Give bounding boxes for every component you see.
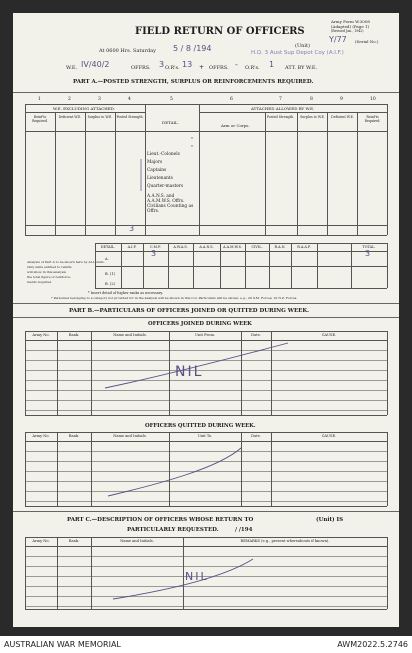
- document-page: [13, 13, 399, 627]
- serial-label: (Serial No.): [355, 39, 379, 44]
- offrs2-label: OFFRS.: [209, 65, 229, 71]
- table-column-header: Name and Initials.: [113, 434, 147, 438]
- ors-value: 13: [182, 60, 193, 69]
- analysis-column-header: R.A.A.F.: [297, 245, 311, 249]
- rank-label: Captains: [147, 168, 167, 173]
- we-label: W.E.: [66, 65, 78, 71]
- analysis-column-header: TOTAL.: [362, 245, 376, 249]
- we-value: IV/40/2: [81, 60, 110, 69]
- part-a-heading: PART A.—POSTED STRENGTH, SURPLUS OR REINFORCEMENTS REQUIRED.: [73, 79, 314, 85]
- we-excluding-header: W.E. EXCLUDING ATTACHED.: [53, 106, 116, 111]
- total-value: 3: [365, 249, 371, 258]
- column-header: Reinf'ts Required.: [364, 115, 381, 123]
- table-column-header: CAUSE.: [321, 434, 337, 438]
- att-label: ATT. BY W.E.: [285, 65, 318, 71]
- column-number: 4: [128, 97, 131, 102]
- column-header: Surplus to W.E.: [300, 115, 325, 119]
- analysis-column-header: A.A.M.W.S.: [223, 245, 242, 249]
- rank-label: A.A.N.S. and A.A.M.W.S. Offrs.: [147, 194, 185, 204]
- rank-label: Lieutenants: [147, 176, 173, 181]
- rank-label: Quarter-masters: [147, 184, 184, 189]
- column-number: 1: [38, 97, 41, 102]
- offrs-value: 3: [159, 60, 165, 69]
- analysis-column-header: A.A.N.S.: [199, 245, 214, 249]
- part-c-nil: NIL: [185, 570, 209, 583]
- footnote-2: * Personnel belonging to a category not provided for in the analysis will be shown in this Col. Particulars will be shown, e.g., 20 S.M. Forces; 10 N.Z. Forces.: [51, 296, 298, 300]
- analysis-note-line: Analysis of Part A to be shown here by ALL units.: [27, 260, 105, 264]
- column-number: 10: [370, 97, 376, 102]
- footnote-1: * Insert detail of higher ranks as necessary.: [88, 291, 163, 295]
- column-number: 7: [279, 97, 282, 102]
- unit-label: (Unit): [295, 43, 310, 49]
- table-column-header: Rank.: [68, 434, 80, 438]
- analysis-row-label: A.: [105, 257, 109, 261]
- archive-caption: [0, 636, 412, 653]
- column-header: Deficient W.E.: [331, 115, 354, 119]
- part-c-heading: PART C.—DESCRIPTION OF OFFICERS WHOSE RETURN TO: [67, 517, 254, 523]
- form-revised: (Revised Jan., 1942): [331, 29, 364, 33]
- table-column-header: Name and Initials.: [120, 539, 154, 543]
- ors2-value: 1: [269, 60, 275, 69]
- column-header: Posted Strength.: [116, 115, 144, 119]
- table-column-header: Rank.: [68, 539, 80, 543]
- asterisk: *: [191, 144, 193, 149]
- attached-header: ATTACHED ALLOWED BY W.E.: [251, 106, 315, 111]
- table-column-header: Army No.: [32, 539, 50, 543]
- analysis-column-header: A.I.F.: [127, 245, 137, 249]
- rank-label: Civilians Counting as Offrs.: [147, 204, 194, 214]
- table-column-header: Date.: [251, 333, 261, 337]
- column-header: Reinf'ts Required.: [32, 115, 48, 123]
- analysis-row-label: B. (1): [105, 272, 116, 276]
- part-b-heading: PART B.—PARTICULARS OF OFFICERS JOINED OR QUITTED DURING WEEK.: [69, 308, 310, 314]
- column-number: 6: [230, 97, 233, 102]
- column-number: 3: [98, 97, 101, 102]
- part-c-date: / /194: [235, 527, 253, 533]
- date-line-label: At 0600 Hrs. Saturday: [99, 48, 156, 54]
- arm-corps-header: Arm or Corps.: [221, 123, 250, 128]
- analysis-note-line: ments required.: [27, 280, 53, 284]
- form-number: Army Form W.3008: [331, 19, 370, 24]
- analysis-note-line: Only units entitled to reinfts.: [27, 265, 73, 269]
- table-column-header: Unit To.: [197, 434, 213, 438]
- form-title: FIELD RETURN OF OFFICERS: [135, 26, 305, 37]
- column-header: Deficient W.E.: [58, 115, 82, 119]
- detail-header: DETAIL.: [162, 120, 179, 125]
- analysis-note-line: will show in this analysis: [27, 270, 67, 274]
- posted-total: 3: [129, 224, 135, 233]
- aif-value: 3: [151, 249, 157, 258]
- analysis-row-label: B. (2): [105, 282, 116, 286]
- part-c-heading-2: PARTICULARLY REQUESTED.: [127, 527, 219, 533]
- ors-label: O.R's.: [165, 65, 180, 71]
- column-number: 5: [170, 97, 173, 102]
- quitted-strike-line: [108, 448, 241, 496]
- table-column-header: CAUSE.: [321, 333, 337, 337]
- analysis-note-line: the total figure of reinforce-: [27, 275, 71, 279]
- asterisk: *: [191, 136, 193, 141]
- ors2-label: O.R's.: [245, 65, 260, 71]
- table-column-header: Army No.: [32, 434, 50, 438]
- column-header: Posted Strength.: [266, 115, 295, 119]
- rank-label: Lieut.-Colonels: [147, 152, 180, 157]
- joined-nil: NIL: [175, 364, 204, 380]
- table-column-header: Rank.: [68, 333, 80, 337]
- joined-strike-line: [105, 343, 288, 388]
- serial-value: Y/77: [329, 35, 347, 44]
- analysis-column-header: R.A.N.: [274, 245, 286, 249]
- analysis-column-header: CIVIL.: [251, 245, 263, 249]
- joined-heading: OFFICERS JOINED DURING WEEK: [148, 321, 252, 327]
- part-c-unit: (Unit) IS: [316, 517, 344, 523]
- column-number: 2: [68, 97, 71, 102]
- handwritten-strokes: [13, 13, 399, 627]
- date-value: 5 / 8 /194: [173, 44, 212, 53]
- table-column-header: Date.: [251, 434, 261, 438]
- part-c-strike-line: [113, 559, 253, 599]
- column-header: Surplus to W.E.: [87, 115, 113, 119]
- table-column-header: Army No.: [32, 333, 50, 337]
- analysis-column-header: A.W.A.S.: [173, 245, 188, 249]
- analysis-column-header: C.M.F.: [149, 245, 161, 249]
- column-number: 8: [310, 97, 313, 102]
- form-adapted: (Adapted) (Page 1): [331, 24, 370, 29]
- rank-label: Majors: [147, 160, 163, 165]
- table-column-header: Name and Initials.: [113, 333, 147, 337]
- table-column-header: Unit From.: [194, 333, 215, 337]
- unit-stamp: H.Q. 3 Aust Sup Depot Coy (A.I.F.): [251, 50, 344, 56]
- archive-name: AUSTRALIAN WAR MEMORIAL: [4, 640, 121, 649]
- offrs-label: OFFRS.: [131, 65, 151, 71]
- analysis-column-header: DETAIL.: [100, 245, 116, 249]
- column-number: 9: [340, 97, 343, 102]
- quitted-heading: OFFICERS QUITTED DURING WEEK.: [145, 423, 256, 429]
- plus-sign: +: [199, 64, 205, 71]
- archive-accession: AWM2022.5.2746: [337, 640, 408, 649]
- offrs2-value: -: [235, 60, 238, 69]
- table-column-header: REMARKS (e.g., present whereabouts if known).: [240, 539, 330, 543]
